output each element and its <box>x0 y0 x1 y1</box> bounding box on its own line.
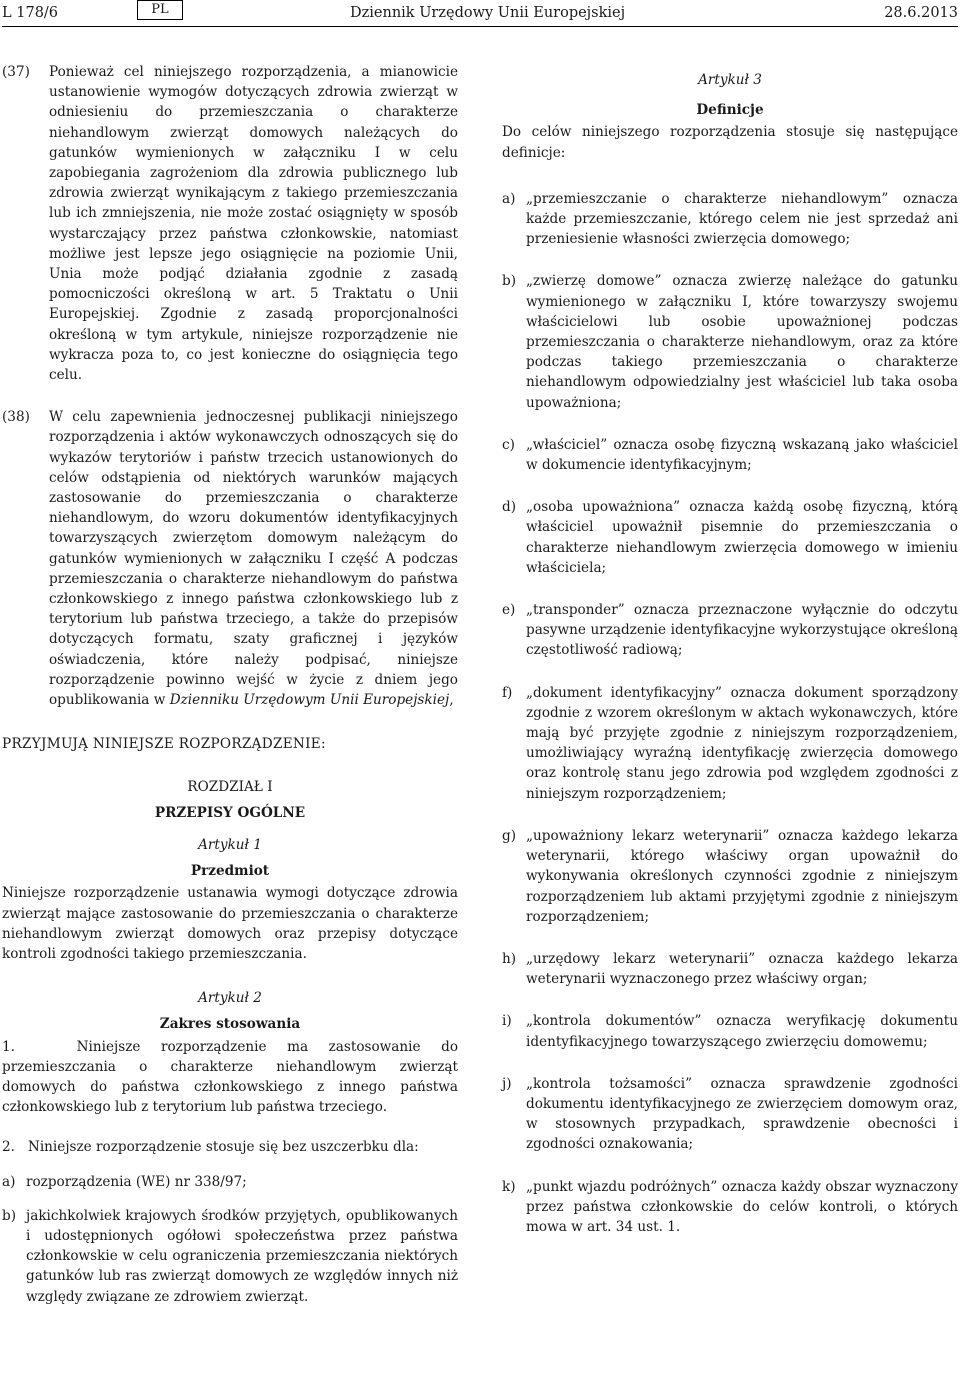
definition-letter: c) <box>502 436 515 453</box>
definitions-list <box>502 189 958 1237</box>
article-3-intro: Do celów niniejszego rozporządzenia stosuje się następujące definicje: <box>502 124 958 161</box>
list-item <box>2 1172 458 1192</box>
definition-letter: h) <box>502 950 517 967</box>
definition-item <box>502 1011 958 1051</box>
list-item-letter: a) <box>2 1173 16 1190</box>
recital-text: Ponieważ cel niniejszego rozporządzenia, a mianowicie ustanowienie wymogów dotyczących zdrowia zwierząt w odniesieniu do przemieszczania o charakterze niehandlowym zwierząt domowych należących do gatunków wymienionych w załączniku I w celu zapobiegania zagrożeniom dla zdrowia publicznego lub zdrowia zwierząt wynikającym z takiego przemieszczania lub ich zmniejszenia, nie może zostać osiągnięty w sposób wystarczający przez państwa członkowskie, natomiast możliwe jest lepsze jego osiągnięcie na poziomie Unii, Unia może podjąć działania zgodnie z zasadą pomocniczości określoną w art. 5 Traktatu o Unii Europejskiej. Zgodnie z zasadą proporcjonalności określoną w tym artykule, niniejsze rozporządzenie nie wykracza poza to, co jest konieczne do osiągnięcia tego celu. <box>49 64 458 384</box>
definition-letter: e) <box>502 602 516 619</box>
article-2-title: Zakres stosowania <box>159 1016 301 1033</box>
definition-letter: f) <box>502 684 513 701</box>
definition-letter: j) <box>502 1075 512 1092</box>
definition-letter: d) <box>502 499 517 516</box>
definition-text: „transponder” oznacza przeznaczone wyłącznie do odczytu pasywne urządzenie identyfikacyjne wykorzystujące określoną częstotliwość radiową; <box>526 602 958 659</box>
right-column <box>502 70 958 1237</box>
definition-text: „przemieszczanie o charakterze niehandlowym” oznacza każde przemieszczanie, którego celem nie jest sprzedaż ani przeniesienie własności zwierzęcia domowego; <box>526 190 958 248</box>
definition-item <box>502 600 958 661</box>
definition-letter: k) <box>502 1178 516 1195</box>
definition-text: „upoważniony lekarz weterynarii” oznacza każdego lekarza weterynarii, którego właściwy organ upoważnił do wykonywania określonych czynności zgodnie z niniejszym rozporządzeniem lub aktami przyjętymi zgodnie z niniejszym rozporządzeniem; <box>526 827 958 925</box>
recital-text: W celu zapewnienia jednoczesnej publikacji niniejszego rozporządzenia i aktów wykonawczych odnoszących się do wykazów terytoriów i państw trzecich ustanowionych do celów odstąpienia od niektórych warunków mających zastosowanie do przemieszczania o charakterze niehandlowym, do wzoru dokumentów identyfikacyjnych towarzyszących zwierzętom domowym należącym do gatunków wymienionych w załączniku I część A podczas przemieszczania o charakterze niehandlowym do państwa członkowskiego z innego państwa członkowskiego lub z terytorium lub państwa trzeciego, a także do przepisów dotyczących formatu, szaty graficznej i języków oświadczenia, które należy podpisać, niniejsze rozporządzenie powinno wejść w życie z dniem jego opublikowania w Dzienniku Urzędowym Unii Europejskiej, <box>49 409 458 709</box>
definition-text: „punkt wjazdu podróżnych” oznacza każdy obszar wyznaczony przez państwa członkowskie do celów kontroli, o których mowa w art. 34 ust. 1. <box>526 1178 958 1235</box>
definition-text: „właściciel” oznacza osobę fizyczną wskazaną jako właściciel w dokumencie identyfikacyjnym; <box>526 436 958 474</box>
definition-letter: i) <box>502 1013 512 1030</box>
page-header <box>2 0 958 27</box>
definition-item <box>502 1177 958 1238</box>
recital-number: (37) <box>2 64 30 80</box>
list-item <box>2 1206 458 1307</box>
definition-item <box>502 435 958 475</box>
definition-text: „dokument identyfikacyjny” oznacza dokument sporządzony zgodnie z wzorem określonym w aktach wykonawczych, które mają być przyjęte zgodnie z niniejszym rozporządzeniem, umożliwiający wyraźną identyfikację zwierzęcia domowego oraz kontrolę stanu jego zdrowia pod względem zgodności z niniejszym rozporządzeniem; <box>526 684 958 802</box>
list-item-letter: b) <box>2 1207 17 1224</box>
article-3-label: Artykuł 3 <box>698 72 762 88</box>
definition-item <box>502 949 958 989</box>
article-2-paragraph-2: 2. Niniejsze rozporządzenie stosuje się bez uszczerbku dla: <box>2 1139 419 1156</box>
article-1-label: Artykuł 1 <box>198 836 262 853</box>
recital-38 <box>2 407 458 710</box>
definition-item <box>502 497 958 578</box>
definition-item <box>502 1074 958 1155</box>
language-badge: PL <box>137 0 183 20</box>
definition-text: „osoba upoważniona” oznacza każdą osobę fizyczną, którą właściciel upoważnił pisemnie do przemieszczania o charakterze niehandlowym zwierzęcia domowego w imieniu właściciela; <box>526 499 958 576</box>
definition-text: „kontrola tożsamości” oznacza sprawdzenie zgodności dokumentu identyfikacyjnego ze zwierzęciem domowym oraz, w stosownych przypadkach, sprawdzenie obecności i zgodności oznakowania; <box>526 1075 958 1153</box>
list-item-text: rozporządzenia (WE) nr 338/97; <box>26 1173 247 1190</box>
definition-text: „kontrola dokumentów” oznacza weryfikację dokumentu identyfikacyjnego towarzyszącego zwierzęciu domowemu; <box>526 1013 958 1050</box>
left-column <box>2 62 463 1307</box>
article-1-title: Przedmiot <box>190 863 270 880</box>
definition-letter: a) <box>502 190 516 207</box>
chapter-title: PRZEPISY OGÓLNE <box>154 804 306 821</box>
journal-title: Dziennik Urzędowy Unii Europejskiej <box>350 5 626 21</box>
definition-letter: b) <box>502 273 517 290</box>
article-2-paragraph-1: 1. Niniejsze rozporządzenie ma zastosowanie do przemieszczania o charakterze niehandlowym zwierząt domowych do państwa członkowskiego z innego państwa członkowskiego lub z terytorium lub państwa trzeciego. <box>2 1038 463 1116</box>
article-3-title: Definicje <box>696 102 764 119</box>
adoption-formula: PRZYJMUJĄ NINIEJSZE ROZPORZĄDZENIE: <box>2 736 326 753</box>
definition-item <box>502 189 958 250</box>
definition-text: „zwierzę domowe” oznacza zwierzę należące do gatunku wymienionego w załączniku I, które towarzyszy swojemu właścicielowi lub osobie upoważnionej podczas przemieszczania o charakterze niehandlowym, oraz za które podczas takiego przemieszczania o charakterze niehandlowym odpowiedzialny jest właściciel lub taka osoba upoważniona; <box>526 273 958 411</box>
publication-date: 28.6.2013 <box>884 5 958 21</box>
definition-item <box>502 683 958 804</box>
list-item-text: jakichkolwiek krajowych środków przyjętych, opublikowanych i udostępnionych ogółowi społeczeństwa przez państwa członkowskie w celu ograniczenia przemieszczania niektórych gatunków lub ras zwierząt domowych ze względów innych niż względy związane ze zdrowiem zwierząt. <box>26 1207 458 1305</box>
definition-text: „urzędowy lekarz weterynarii” oznacza każdego lekarza weterynarii wyznaczonego przez właściwy organ; <box>526 950 958 988</box>
recital-number: (38) <box>2 409 30 426</box>
recital-37 <box>2 62 458 385</box>
definition-letter: g) <box>502 827 517 844</box>
chapter-number: ROZDZIAŁ I <box>187 778 273 795</box>
journal-name-italic: Dzienniku Urzędowym Unii Europejskiej <box>169 692 450 709</box>
definition-item <box>502 826 958 927</box>
article-1-text: Niniejsze rozporządzenie ustanawia wymogi dotyczące zdrowia zwierząt mające zastosowanie do przemieszczania o charakterze niehandlowym zwierząt domowych oraz przepisy dotyczące kontroli zgodności takiego przemieszczania. <box>2 885 458 962</box>
definition-item <box>502 271 958 412</box>
article-2-label: Artykuł 2 <box>198 990 262 1007</box>
page-reference: L 178/6 <box>2 5 59 21</box>
